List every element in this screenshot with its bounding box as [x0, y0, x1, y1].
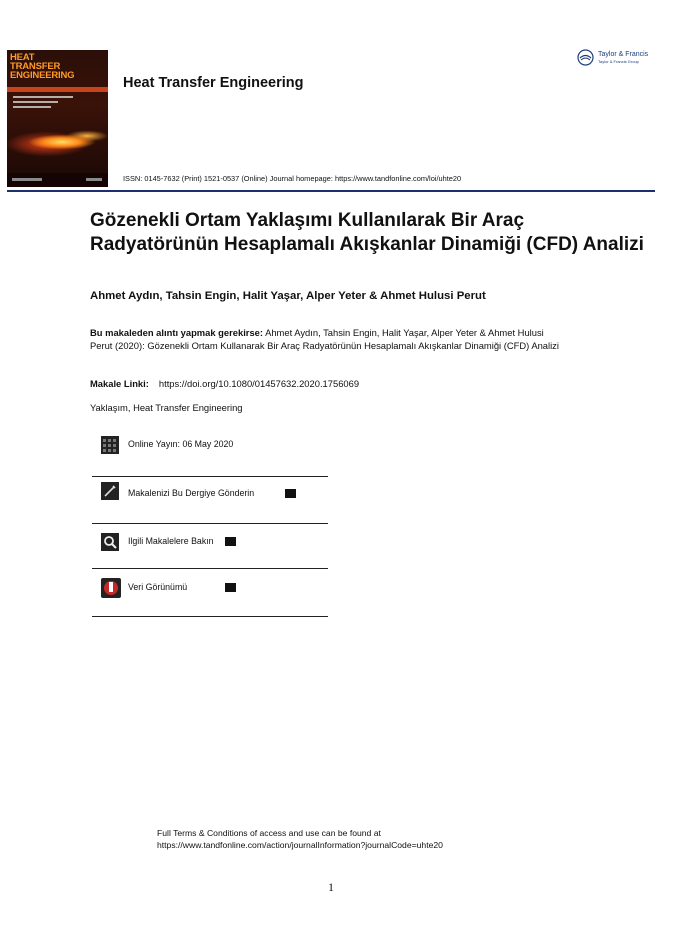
pen-edit-icon	[101, 482, 119, 500]
citation-text-2: Perut (2020): Gözenekli Ortam Kullanarak Bir Araç Radyatörünün Hesaplamalı Akışkanlar Dinamiği (CFD) Analizi	[90, 340, 559, 351]
citation-label: Bu makaleden alıntı yapmak gerekirse:	[90, 327, 263, 338]
online-publication-date: Online Yayın: 06 May 2020	[128, 439, 234, 449]
issn-homepage-line: ISSN: 0145-7632 (Print) 1521-0537 (Online) Journal homepage: https://www.tandfonline.com/loi/uhte20	[123, 174, 462, 183]
data-view-icon	[101, 578, 121, 598]
article-link-label: Makale Linki:	[90, 378, 149, 389]
action-divider-3	[92, 568, 328, 569]
redacted-mark-2	[225, 537, 236, 546]
redacted-mark-3	[225, 583, 236, 592]
citation-block	[90, 326, 650, 352]
data-view-link[interactable]: Veri Görünümü	[128, 582, 188, 592]
terms-url[interactable]: https://www.tandfonline.com/action/journalInformation?journalCode=uhte20	[157, 840, 443, 850]
citation-text-1: Ahmet Aydın, Tahsin Engin, Halit Yaşar, Alper Yeter & Ahmet Hulusi	[263, 327, 544, 338]
tf-logo-icon	[577, 49, 594, 66]
journal-title[interactable]: Heat Transfer Engineering	[123, 75, 304, 91]
cover-footer	[7, 173, 108, 187]
cover-title: HEAT TRANSFER ENGINEERING	[10, 52, 75, 81]
redacted-mark-1	[285, 489, 296, 498]
article-title-line-1: Gözenekli Ortam Yaklaşımı Kullanılarak Bir Araç	[90, 210, 525, 231]
cover-subtitle-lines	[13, 96, 73, 111]
citation-continuation: Yaklaşım, Heat Transfer Engineering	[90, 402, 243, 413]
related-articles-link[interactable]: Ilgili Makalelere Bakın	[128, 536, 214, 546]
calendar-icon	[101, 436, 119, 454]
journal-cover-image	[7, 50, 108, 187]
article-title	[90, 209, 670, 257]
header-divider	[7, 190, 655, 192]
article-link-row	[90, 378, 359, 390]
action-divider-2	[92, 523, 328, 524]
publisher-name: Taylor & Francis	[598, 51, 649, 58]
search-icon	[101, 533, 119, 551]
terms-conditions-note	[157, 827, 443, 851]
page-number: 1	[328, 880, 334, 894]
action-divider-4	[92, 616, 328, 617]
article-doi-link[interactable]: https://doi.org/10.1080/01457632.2020.1756069	[158, 378, 360, 389]
terms-line-1: Full Terms & Conditions of access and use can be found at	[157, 828, 381, 838]
taylor-francis-logo[interactable]	[577, 49, 667, 69]
action-divider-1	[92, 476, 328, 477]
submit-article-link[interactable]: Makalenizi Bu Dergiye Gönderin	[128, 488, 255, 498]
cover-flame-art	[7, 112, 108, 172]
article-title-line-2: Radyatörünün Hesaplamalı Akışkanlar Dinamiği (CFD) Analizi	[90, 234, 644, 255]
article-authors[interactable]: Ahmet Aydın, Tahsin Engin, Halit Yaşar, Alper Yeter & Ahmet Hulusi Perut	[90, 290, 486, 302]
cover-band	[7, 87, 108, 92]
publisher-group: Taylor & Francis Group	[598, 59, 639, 64]
